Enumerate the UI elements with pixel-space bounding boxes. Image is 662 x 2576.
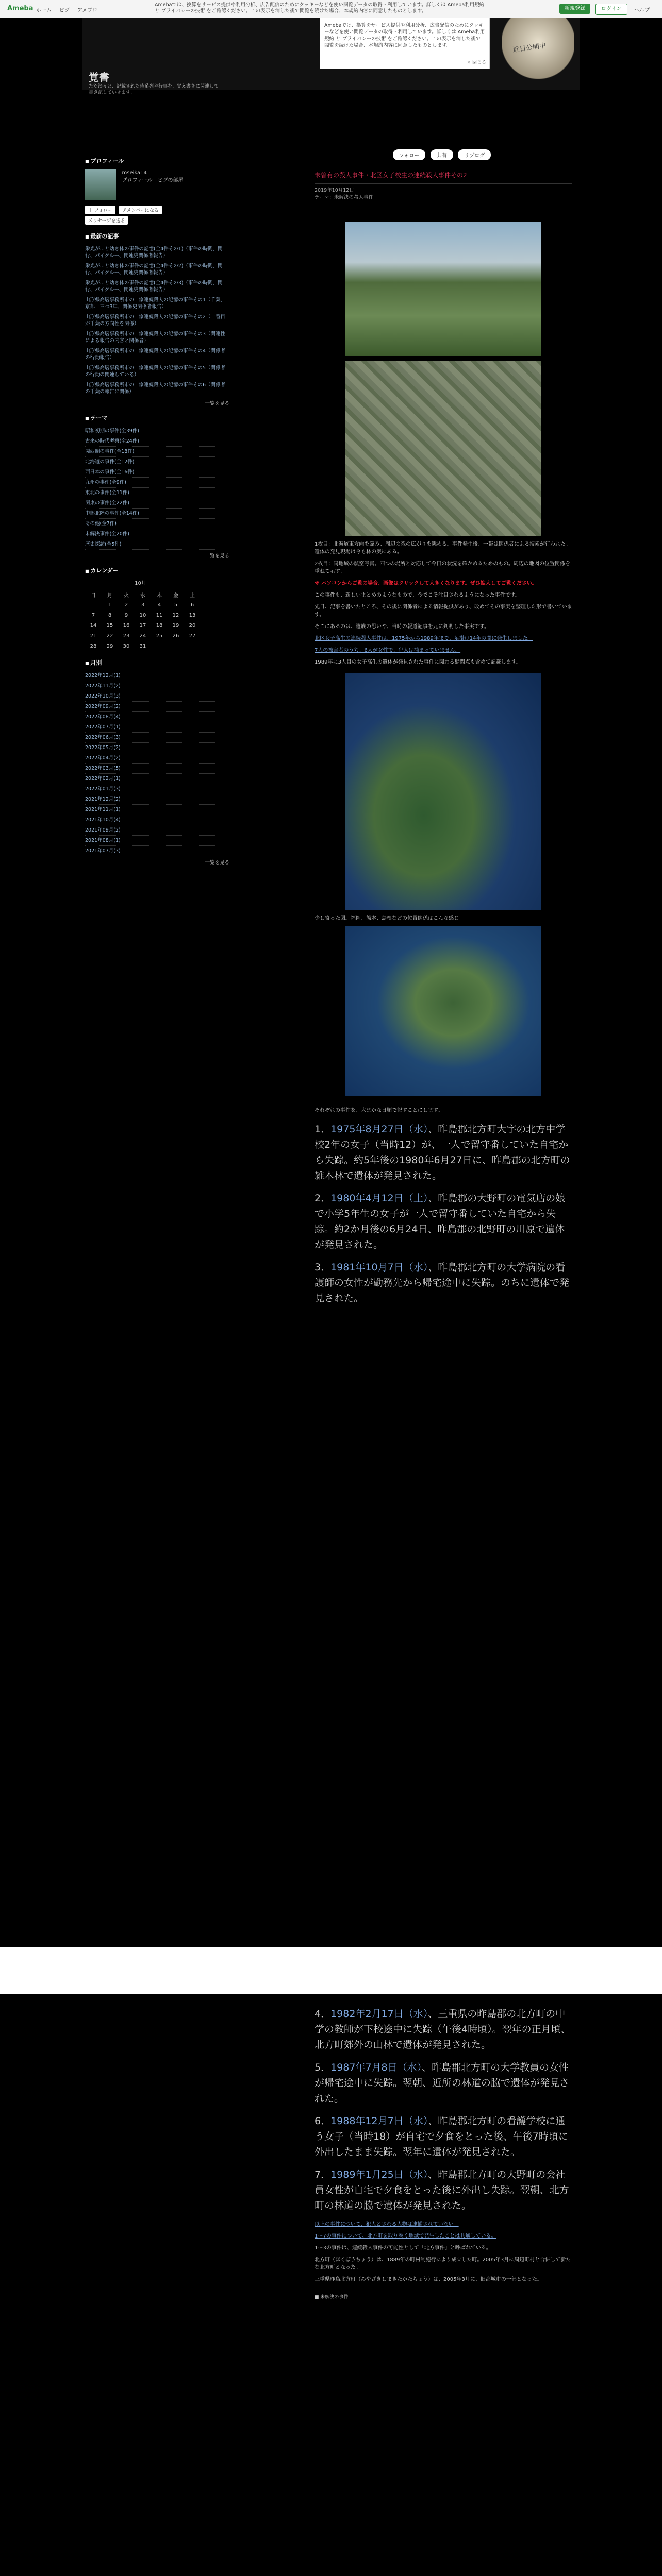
archive-heading: ■ 月別 — [85, 658, 229, 667]
message-button[interactable]: メッセージを送る — [85, 216, 128, 225]
calendar-day[interactable] — [168, 641, 184, 651]
recent-item[interactable]: 山形県高層事務所市の一家連続殺人の記憶の事件その3（関連性による報告の内容と関係者） — [85, 329, 229, 346]
calendar-day[interactable]: 3 — [141, 602, 145, 608]
recent-item[interactable]: 山形県高層事務所市の一家連続殺人の記憶の事件その6（関係者の千葉の報告に関係） — [85, 380, 229, 397]
calendar-weekday: 月 — [107, 592, 112, 599]
blog-description: ただ淡々と、記載された時系列や行事を、覚え書きに関連して書き記していきます。 — [89, 84, 219, 95]
calendar-day[interactable]: 18 — [156, 622, 163, 629]
paragraph-8: 1989年に3人目の女子高生の遺体が発見された事件に関わる疑問点も含めて記載します。 — [315, 659, 522, 665]
calendar-week — [85, 620, 201, 631]
calendar-day[interactable]: 15 — [106, 622, 113, 629]
archive-item[interactable]: 2021年10月(4) — [85, 815, 229, 825]
calendar-weekday: 日 — [91, 592, 96, 599]
enlarge-note: ※ パソコンからご覧の場合、画像はクリックして大きくなります。ぜひ拡大してご覧ください。 — [315, 581, 537, 586]
archive-list — [85, 671, 229, 856]
recent-item[interactable]: 山形県高層事務所市の一家連続殺人の記憶の事件その4（関係者の行動報告） — [85, 346, 229, 363]
profile-heading: ■ プロフィール — [85, 157, 229, 165]
calendar-day[interactable]: 5 — [174, 602, 178, 608]
theme-item[interactable]: その他(全7件) — [85, 519, 229, 529]
recent-more-link[interactable]: 一覧を見る — [205, 401, 229, 406]
recent-item[interactable]: 栄光が…と幼き体の事件の記憶(全4件その1)（事件の時間、関行、バイクルー、関連史関係者報告） — [85, 244, 229, 261]
stamp-text: 近日公開中 — [512, 42, 547, 55]
theme-item[interactable]: 北海道の事件(全12件) — [85, 457, 229, 467]
paragraph-14: 三重県昨島北方町（みやざきしまきたかたちょう）は、2005年3月に、旧都城市の一部となった。 — [315, 2277, 542, 2282]
theme-item[interactable]: 九州の事件(全9件) — [85, 478, 229, 488]
paragraph-3: この事件も、新しいまとめのようなもので、今でこそ注目されるようになった事件です。 — [315, 592, 520, 598]
incident-date: 1987年7月8日（水） — [330, 2062, 422, 2073]
incident-number: 6． — [315, 2115, 331, 2127]
incident-number: 2． — [315, 1193, 331, 1204]
archive-item[interactable]: 2022年06月(3) — [85, 733, 229, 743]
theme-item[interactable]: 古来の時代考察(全24件) — [85, 436, 229, 447]
calendar-day[interactable]: 22 — [106, 633, 113, 639]
amember-button[interactable]: アメンバーになる — [119, 206, 162, 214]
main-content-lower — [315, 1999, 572, 2306]
entry-tag[interactable]: ■ 未解決の事件 — [315, 2295, 349, 2300]
calendar-day[interactable]: 6 — [190, 602, 194, 608]
recent-heading: ■ 最新の記事 — [85, 232, 229, 240]
top-bar — [0, 0, 662, 18]
incident-item — [315, 1260, 572, 1306]
incident-text: 、昨島郡の大野町の電気店の娘で小学5年生の女子が一人で留守番していた自宅から失踪。約2か月後の6月24日、昨島郡の北野町の川原で遺体が発見された。 — [315, 1193, 566, 1250]
ameba-logo[interactable]: Ameba — [7, 5, 34, 12]
calendar-weekday: 金 — [173, 592, 178, 599]
theme-item[interactable]: 昭和初期の事件(全39件) — [85, 426, 229, 436]
calendar-day[interactable]: 28 — [90, 643, 97, 649]
archive-item[interactable]: 2021年12月(2) — [85, 794, 229, 805]
calendar-weekday-row — [85, 589, 201, 600]
archive-item[interactable]: 2022年04月(2) — [85, 753, 229, 764]
archive-item[interactable]: 2022年02月(1) — [85, 774, 229, 784]
profile-box — [85, 169, 229, 200]
archive-item[interactable]: 2021年07月(3) — [85, 846, 229, 856]
incident-text: 、三重県の昨島郡の北方町の中学の教師が下校途中に失踪（午後4時頃）。翌年の正月頃、北方町郊外の山林で遺体が発見された。 — [315, 2008, 571, 2050]
incident-number: 1． — [315, 1124, 331, 1135]
calendar-day[interactable] — [151, 641, 168, 651]
incident-date: 1975年8月27日（水） — [330, 1124, 428, 1135]
entry-date: 2019年10月12日 — [315, 188, 354, 193]
theme-item[interactable]: 関西圏の事件(全18件) — [85, 447, 229, 457]
calendar-day[interactable]: 1 — [108, 602, 112, 608]
calendar-day[interactable]: 7 — [91, 612, 95, 618]
recent-list — [85, 244, 229, 397]
archive-item[interactable]: 2022年01月(3) — [85, 784, 229, 794]
page-gap — [0, 1947, 662, 1994]
satellite-map-large[interactable] — [345, 673, 541, 910]
archive-item[interactable]: 2022年11月(2) — [85, 681, 229, 691]
satellite-map-closeup[interactable] — [345, 926, 541, 1096]
calendar-day[interactable]: 4 — [157, 602, 161, 608]
incident-text: 、昨島郡北方町大字の北方中学校2年の女子（当時12）が、一人で留守番していた自宅から失踪。約5年後の1980年6月27日に、昨島郡の北方町の雑木林で遺体が発見された。 — [315, 1124, 570, 1181]
archive-item[interactable]: 2022年08月(4) — [85, 712, 229, 722]
archive-item[interactable]: 2021年08月(1) — [85, 836, 229, 846]
entry-tag-label[interactable]: 未解決の事件 — [320, 2295, 349, 2300]
popup-text: Amebaでは、換算をサービス提供や利用分析、広告配信のためにクッキーなどを使い閲覧データの取得・利用しています。詳しくは Ameba利用規約 と プライバシーの技術 をご確認ください。この表示を消した後で閲覧を続けた場合、本規約内容に同意したものとします。 — [324, 23, 485, 48]
share-tool-button[interactable]: 共有 — [431, 149, 453, 160]
incident-text: 、昨島郡北方町の大野町の会社員女性が自宅で夕食をとった後に外出し失踪。翌朝、北方町の林道の脇で遺体が発見された。 — [315, 2169, 569, 2211]
calendar-month: 10月 — [135, 581, 146, 586]
paragraph-11: 1〜7の事件について、北方町を取り巻く地域で発生したことは共通している。 — [315, 2233, 496, 2239]
calendar-week — [85, 631, 201, 641]
archive-item[interactable]: 2022年05月(2) — [85, 743, 229, 753]
calendar-weekday: 水 — [140, 592, 145, 599]
calendar-day[interactable]: 29 — [106, 643, 113, 649]
recent-item[interactable]: 山形県高層事務所市の一家連続殺人の記憶の事件その5（関係者の行動の関連している） — [85, 363, 229, 380]
calendar-day[interactable]: 9 — [124, 612, 128, 618]
calendar-day[interactable]: 17 — [139, 622, 146, 629]
incident-date: 1982年2月17日（水） — [330, 2008, 428, 2020]
theme-more-link[interactable]: 一覧を見る — [205, 553, 229, 559]
caption-1: 1枚目：北海道東方向を臨み、周辺の森の広がりを眺める。事件発生後、一帯は関係者による捜索が行われた。遺体の発見現場は今も林の奥にある。 — [315, 541, 571, 555]
incident-text: 、昨島郡北方町の大学病院の看護師の女性が勤務先から帰宅途中に失踪。のちに遺体で発見された。 — [315, 1262, 570, 1304]
calendar-day[interactable] — [184, 641, 201, 651]
incident-item — [315, 1122, 572, 1183]
archive-item[interactable]: 2022年03月(5) — [85, 764, 229, 774]
calendar-day[interactable]: 10 — [139, 612, 146, 618]
calendar-week — [85, 610, 201, 620]
calendar-day[interactable]: 2 — [124, 602, 128, 608]
calendar-weekday: 火 — [124, 592, 129, 599]
paragraph-5: そこにあるのは、遺族の思いや、当時の報道記事を元に判明した事実です。 — [315, 624, 489, 630]
theme-heading: ■ テーマ — [85, 414, 229, 422]
incident-text: 、昨島郡北方町の大学教員の女性が帰宅途中に失踪。翌朝、近所の林道の脇で遺体が発見された。 — [315, 2062, 570, 2104]
calendar-weekday: 土 — [190, 592, 195, 599]
signup-button[interactable]: 新規登録 — [559, 4, 590, 14]
reblog-tool-button[interactable]: リブログ — [458, 149, 491, 160]
recent-item[interactable]: 栄光が…と幼き体の事件の記憶(全4件その2)（事件の時間、関行、バイクルー、関連史関係者報告） — [85, 261, 229, 278]
paragraph-9: それぞれの事件を、大まかな日順で記すことにします。 — [315, 1108, 443, 1113]
cookie-notice: Amebaでは、換算をサービス提供や利用分析、広告配信のためにクッキーなどを使い閲覧データの取得・利用しています。詳しくは Ameba利用規約 と プライバシーの技術 をご確認ください。この表示を消した後で閲覧を続けた場合、本規約内容に同意したものとします。 — [155, 2, 485, 14]
header-stamp-image — [502, 18, 574, 79]
calendar-day[interactable] — [85, 600, 102, 610]
calendar-day[interactable]: 27 — [189, 633, 196, 639]
incident-date: 1988年12月7日（水） — [330, 2115, 428, 2127]
entry-theme[interactable]: テーマ：未解決の殺人事件 — [315, 195, 374, 200]
calendar-day[interactable]: 30 — [123, 643, 130, 649]
nav-home[interactable]: ホーム — [36, 8, 52, 13]
calendar-day[interactable]: 13 — [189, 612, 196, 618]
paragraph-12: 1〜3の事件は、連続殺人事件の可能性として「北方事件」と呼ばれている。 — [315, 2245, 491, 2251]
incident-item — [315, 2006, 572, 2053]
cookie-popup — [320, 18, 490, 69]
archive-item[interactable]: 2021年11月(1) — [85, 805, 229, 815]
calendar-day[interactable]: 31 — [139, 643, 146, 649]
archive-more-link[interactable]: 一覧を見る — [205, 860, 229, 866]
calendar-heading: ■ カレンダー — [85, 566, 229, 574]
paragraph-10: 以上の事件について、犯人とされる人物は逮捕されていない。 — [315, 2222, 459, 2227]
blog-title[interactable]: 覚書 — [89, 71, 109, 83]
help-link[interactable]: ヘルプ — [634, 8, 650, 13]
archive-item[interactable]: 2022年10月(3) — [85, 691, 229, 702]
popup-close-button[interactable]: × 閉じる — [467, 60, 486, 65]
archive-item[interactable]: 2022年09月(2) — [85, 702, 229, 712]
incident-date: 1981年10月7日（水） — [330, 1262, 428, 1273]
calendar-day[interactable]: 23 — [123, 633, 130, 639]
profile-name-block — [122, 169, 184, 184]
calendar-day[interactable]: 8 — [108, 612, 112, 618]
recent-item[interactable]: 栄光が…と幼き体の事件の記憶(全4件その3)（事件の時間、関行、バイクルー、関連史関係者報告） — [85, 278, 229, 295]
theme-item[interactable]: 歴史探訪(全5件) — [85, 539, 229, 550]
calendar — [85, 589, 201, 651]
incident-number: 7． — [315, 2169, 331, 2180]
calendar-day[interactable]: 21 — [90, 633, 97, 639]
incident-number: 4． — [315, 2008, 331, 2020]
paragraph-7: 7人の被害者のうち、6人が女性で、犯人は捕まっていません。 — [315, 648, 461, 653]
incident-item — [315, 2167, 572, 2213]
incident-date: 1980年4月12日（土） — [330, 1193, 428, 1204]
calendar-week — [85, 641, 201, 651]
recent-item[interactable]: 山形県高層事務所市の一家連続殺人の記憶の事件その1（千葉、京都一三つ3年、関係史関係者報告） — [85, 295, 229, 312]
entry-title[interactable]: 未曾有の殺人事件・北区女子校生の連続殺人事件その2 — [315, 171, 572, 184]
sidebar — [85, 149, 229, 866]
calendar-day[interactable]: 20 — [189, 622, 196, 629]
profile-name[interactable]: mseika14 — [122, 170, 147, 176]
map-caption: 少し寄った図。福岡、熊本、島根などの位置関係はこんな感じ — [315, 916, 459, 921]
incident-item — [315, 2060, 572, 2106]
theme-item[interactable]: 東北の事件(全11件) — [85, 488, 229, 498]
theme-list — [85, 426, 229, 550]
aerial-photo[interactable] — [345, 361, 541, 536]
archive-item[interactable]: 2021年09月(2) — [85, 825, 229, 836]
login-button[interactable]: ログイン — [595, 4, 627, 15]
calendar-day[interactable]: 25 — [156, 633, 163, 639]
incident-text: 、昨島郡北方町の看護学校に通う女子（当時18）が自宅で夕食をとった後、午後7時頃に外出したまま失踪。翌年に遺体が発見された。 — [315, 2115, 568, 2158]
paragraph-13: 北方町（ほくぼうちょう）は、1889年の町村制施行により成立した町。2005年3月に周辺町村と合併して新たな北方町となった。 — [315, 2257, 571, 2270]
nav-pigg[interactable]: ピグ — [59, 8, 70, 13]
main-content — [315, 149, 572, 1313]
incident-date: 1989年1月25日（水） — [330, 2169, 428, 2180]
follow-tool-button[interactable]: フォロー — [393, 149, 426, 160]
incident-item — [315, 1191, 572, 1252]
archive-item[interactable]: 2022年12月(1) — [85, 671, 229, 681]
calendar-day[interactable]: 19 — [172, 622, 179, 629]
paragraph-6: 北区女子高生の連続殺人事件は、1975年から1989年まで、足掛け14年の間に発生しました。 — [315, 636, 533, 641]
follow-button[interactable]: ＋ フォロー — [85, 206, 115, 214]
calendar-week — [85, 600, 201, 610]
recent-item[interactable]: 山形県高層事務所市の一家連続殺人の記憶の事件その2（一番目が千葉の方向性を関係） — [85, 312, 229, 329]
incident-list — [315, 1122, 572, 1306]
calendar-day[interactable]: 26 — [172, 633, 179, 639]
calendar-day[interactable]: 12 — [172, 612, 179, 618]
avatar[interactable] — [85, 169, 116, 200]
nav-ameblo[interactable]: アメブロ — [77, 8, 98, 13]
incident-list-lower — [315, 2006, 572, 2213]
calendar-day[interactable]: 11 — [156, 612, 163, 618]
theme-item[interactable]: 関東の事件(全22件) — [85, 498, 229, 509]
landscape-photo[interactable] — [345, 222, 541, 356]
caption-2: 2枚目：同地域の航空写真。四つの場所と対応して今日の状況を確かめるためのもの。周辺の地図の位置関係を重ねて示す。 — [315, 561, 570, 574]
incident-number: 3． — [315, 1262, 331, 1273]
theme-item[interactable]: 西日本の事件(全16件) — [85, 467, 229, 478]
calendar-day[interactable]: 16 — [123, 622, 130, 629]
archive-item[interactable]: 2022年07月(1) — [85, 722, 229, 733]
calendar-day[interactable]: 14 — [90, 622, 97, 629]
theme-item[interactable]: 中部北陸の事件(全14件) — [85, 509, 229, 519]
incident-item — [315, 2113, 572, 2160]
calendar-weekday: 木 — [157, 592, 162, 599]
calendar-day[interactable]: 24 — [139, 633, 146, 639]
paragraph-4: 先日、記事を書いたところ、その後に関係者による情報提供があり、改めてその事実を整理した形で書いています。 — [315, 604, 572, 618]
theme-item[interactable]: 未解決事件(全20件) — [85, 529, 229, 539]
incident-number: 5． — [315, 2062, 331, 2073]
profile-link[interactable]: プロフィール｜ピグの部屋 — [122, 178, 184, 183]
